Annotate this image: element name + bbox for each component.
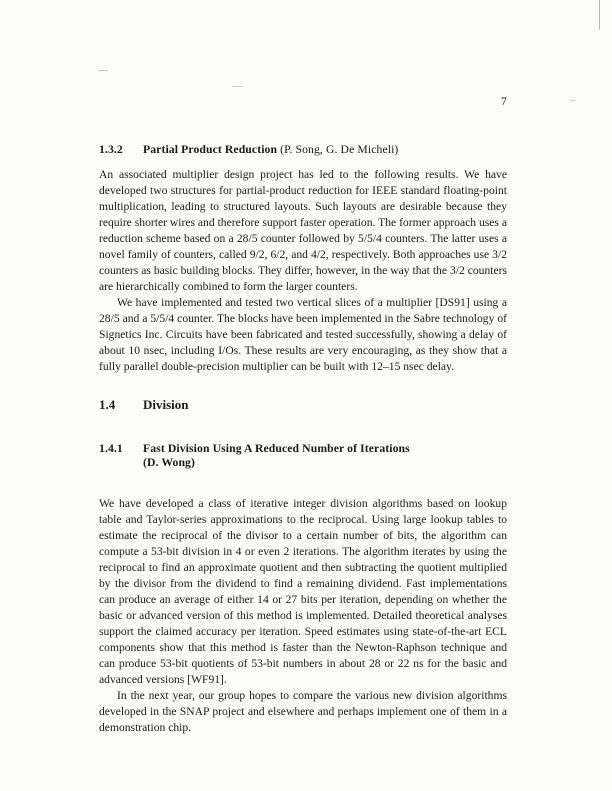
subsection-number: 1.4.1 (99, 442, 123, 455)
page-content (99, 96, 507, 736)
section-number: 1.3.2 (99, 143, 123, 156)
page-edge-rule (599, 0, 600, 30)
paragraph-ppr-2: We have implemented and tested two vertical slices of a multiplier [DS91] using a 28/5 and a 5/5/4 counter. The blocks have been implemented in the Sabre technology of Signetics Inc. Circuits have been fabricated and tested successfully, showing a delay of about 10 nsec, including I/Os. These results are very encouraging, as they show that a fully parallel double-precision multiplier can be built with 12–15 nsec delay. (99, 296, 507, 373)
section-heading-fast-division (99, 442, 507, 469)
section-heading-partial-product-reduction (99, 143, 507, 156)
subsection-author: (D. Wong) (143, 456, 195, 469)
section-title: Partial Product Reduction (143, 143, 278, 156)
division-number: 1.4 (99, 397, 116, 412)
paragraph-division-2: In the next year, our group hopes to compare the various new division algorithms developed in the SNAP project and elsewhere and perhaps implement one of them in a demonstration chip. (99, 689, 507, 734)
spacer-before-body (99, 480, 507, 496)
scan-mark-top-center (232, 86, 242, 87)
paragraph-division-1: We have developed a class of iterative integer division algorithms based on lookup table and Taylor-series approximations to the reciprocal. Using large lookup tables to estimate the reciprocal of the divisor to a certain number of bits, the algorithm can compute a 53-bit division in 4 or even 2 iterations. The algorithm iterates by using the reciprocal to find an approximate quotient and then subtracting the quotient multiplied by the divisor from the dividend to find a remaining dividend. Fast implementations can produce an average of either 14 or 27 bits per iteration, depending on whether the basic or advanced version of this method is implemented. Detailed theoretical analyses support the claimed accuracy per iteration. Speed estimates using state-of-the-art ECL components show that this method is faster than the Newton-Raphson technique and can produce 53-bit quotients of 53-bit numbers in about 28 or 22 ns for the basic and advanced versions [WF91]. (99, 497, 507, 686)
scan-mark-top-right (570, 100, 576, 101)
section-author: (P. Song, G. De Micheli) (280, 143, 399, 156)
division-title: Division (143, 397, 189, 412)
scan-mark-top-left (99, 70, 108, 71)
spacer-before-division (99, 375, 507, 397)
spacer-before-subsection (99, 426, 507, 442)
paragraph-ppr-1: An associated multiplier design project has led to the following results. We have developed two structures for partial-product reduction for IEEE standard floating-point multiplication, leading to structured layouts. Such layouts are desirable because they require shorter wires and therefore support faster operation. The former approach uses a reduction scheme based on a 28/5 counter followed by 5/5/4 counters. The latter uses a novel family of counters, called 9/2, 6/2, and 4/2, respectively. Both approaches use 3/2 counters as basic building blocks. They differ, however, in the way that the 3/2 counters are hierarchically combined to form the larger counters. (99, 168, 507, 293)
section-heading-division (99, 397, 507, 413)
page-number: 7 (501, 96, 507, 108)
subsection-title: Fast Division Using A Reduced Number of Iterations (143, 442, 410, 455)
